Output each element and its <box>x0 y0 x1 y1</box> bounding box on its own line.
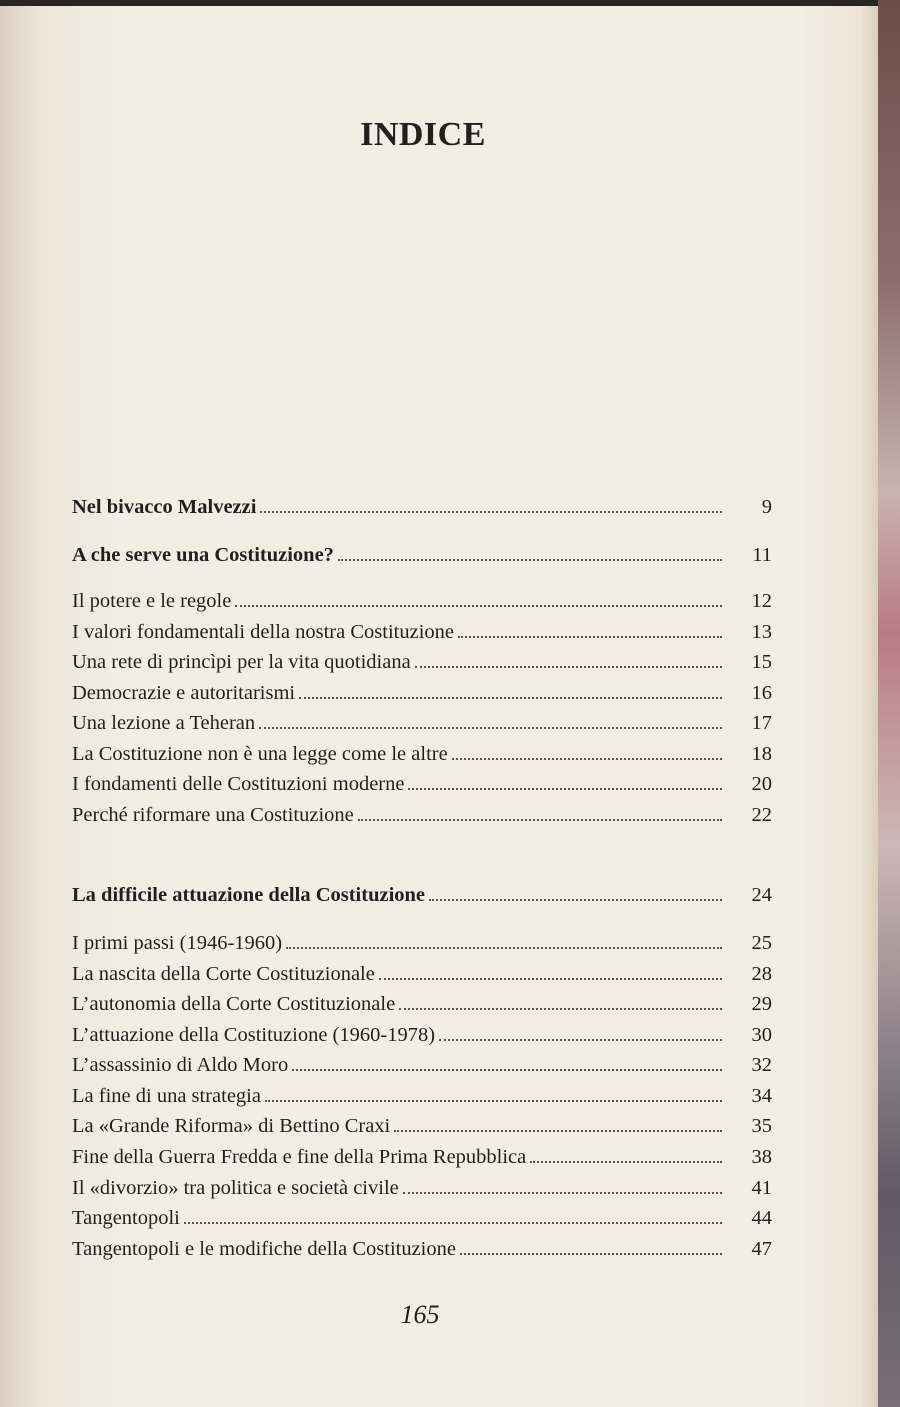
toc-entry-page: 17 <box>751 712 772 734</box>
toc-entry <box>72 804 772 834</box>
toc-entry <box>72 1115 772 1145</box>
toc-entry-title: I primi passi (1946-1960) <box>72 932 283 954</box>
toc-entry-title: L’attuazione della Costituzione (1960-1978) <box>72 1024 436 1046</box>
dot-leader <box>429 899 722 901</box>
toc-entry <box>72 1085 772 1115</box>
toc-entry-page: 38 <box>751 1146 772 1168</box>
toc-entry <box>72 590 772 620</box>
toc-entry-title: L’autonomia della Corte Costituzionale <box>72 993 396 1015</box>
toc-entry <box>72 651 772 681</box>
toc-entry-title: Perché riformare una Costituzione <box>72 804 354 826</box>
toc-entry <box>72 621 772 651</box>
toc-entry-page: 11 <box>752 544 772 566</box>
toc-entry <box>72 1207 772 1237</box>
toc-entry-page: 32 <box>751 1054 772 1076</box>
toc-entry-title: La fine di una strategia <box>72 1085 261 1107</box>
toc-entry <box>72 993 772 1023</box>
toc-chapter <box>72 884 772 914</box>
toc-entry-title: I fondamenti delle Costituzioni moderne <box>72 773 405 795</box>
dot-leader <box>439 1039 722 1041</box>
dot-leader <box>292 1069 722 1071</box>
dot-leader <box>265 1100 722 1102</box>
toc-entry-title: Tangentopoli e le modifiche della Costituzione <box>72 1238 456 1260</box>
toc-entry-title: Nel bivacco Malvezzi <box>72 496 257 518</box>
dot-leader <box>286 947 722 949</box>
toc-chapter <box>72 496 772 526</box>
toc-entry-page: 18 <box>751 743 772 765</box>
toc-entry-page: 24 <box>751 884 772 906</box>
toc-entry-title: Il potere e le regole <box>72 590 232 612</box>
toc-entry <box>72 712 772 742</box>
toc-entry-title: La difficile attuazione della Costituzione <box>72 884 426 906</box>
dot-leader <box>399 1008 722 1010</box>
page-right-edge <box>878 0 900 1407</box>
page-title: INDICE <box>360 116 486 153</box>
toc-entry-title: La Costituzione non è una legge come le altre <box>72 743 448 765</box>
dot-leader <box>259 727 722 729</box>
dot-leader <box>460 1253 722 1255</box>
toc-entry-title: Tangentopoli <box>72 1207 180 1229</box>
dot-leader <box>338 559 722 561</box>
dot-leader <box>458 636 722 638</box>
toc-entry-page: 16 <box>751 682 772 704</box>
toc-entry-page: 12 <box>751 590 772 612</box>
dot-leader <box>394 1130 722 1132</box>
toc-entry-page: 41 <box>751 1177 772 1199</box>
toc-entry <box>72 773 772 803</box>
dot-leader <box>452 758 722 760</box>
toc-entry-page: 35 <box>751 1115 772 1137</box>
toc-entry-page: 30 <box>751 1024 772 1046</box>
toc-entry <box>72 1238 772 1268</box>
dot-leader <box>530 1161 722 1163</box>
toc-entry-title: Una lezione a Teheran <box>72 712 256 734</box>
toc-entry-page: 9 <box>761 496 772 518</box>
dot-leader <box>379 978 722 980</box>
toc-entry-page: 15 <box>751 651 772 673</box>
toc-entry <box>72 1177 772 1207</box>
toc-entry-title: Democrazie e autoritarismi <box>72 682 296 704</box>
toc-entry <box>72 1054 772 1084</box>
toc-entry-page: 28 <box>751 963 772 985</box>
dot-leader <box>408 788 722 790</box>
page-number: 165 <box>400 1300 440 1329</box>
toc-entry-page: 25 <box>751 932 772 954</box>
toc-entry-page: 34 <box>751 1085 772 1107</box>
toc-entry-page: 44 <box>751 1207 772 1229</box>
dot-leader <box>260 511 722 513</box>
toc-entry-page: 22 <box>751 804 772 826</box>
dot-leader <box>415 666 722 668</box>
toc-entry-title: I valori fondamentali della nostra Costituzione <box>72 621 454 643</box>
toc-entry-title: L’assassinio di Aldo Moro <box>72 1054 289 1076</box>
dot-leader <box>299 697 722 699</box>
toc-entry-title: Il «divorzio» tra politica e società civile <box>72 1177 399 1199</box>
toc-entry-page: 47 <box>751 1238 772 1260</box>
dot-leader <box>358 819 722 821</box>
toc-entry-page: 13 <box>751 621 772 643</box>
toc-entry <box>72 743 772 773</box>
toc-entry-title: La nascita della Corte Costituzionale <box>72 963 375 985</box>
toc-entry <box>72 932 772 962</box>
toc-entry-title: A che serve una Costituzione? <box>72 544 334 566</box>
toc-entry <box>72 963 772 993</box>
toc-chapter <box>72 544 772 574</box>
toc-entry-title: La «Grande Riforma» di Bettino Craxi <box>72 1115 391 1137</box>
toc-entry <box>72 682 772 712</box>
toc-entry-title: Una rete di princìpi per la vita quotidiana <box>72 651 411 673</box>
toc-entry <box>72 1146 772 1176</box>
dot-leader <box>403 1192 722 1194</box>
toc-entry-page: 20 <box>751 773 772 795</box>
toc-entry-page: 29 <box>751 993 772 1015</box>
page-top-edge <box>0 0 900 6</box>
toc-entry-title: Fine della Guerra Fredda e fine della Prima Repubblica <box>72 1146 527 1168</box>
toc-entry <box>72 1024 772 1054</box>
dot-leader <box>184 1222 722 1224</box>
dot-leader <box>235 605 722 607</box>
